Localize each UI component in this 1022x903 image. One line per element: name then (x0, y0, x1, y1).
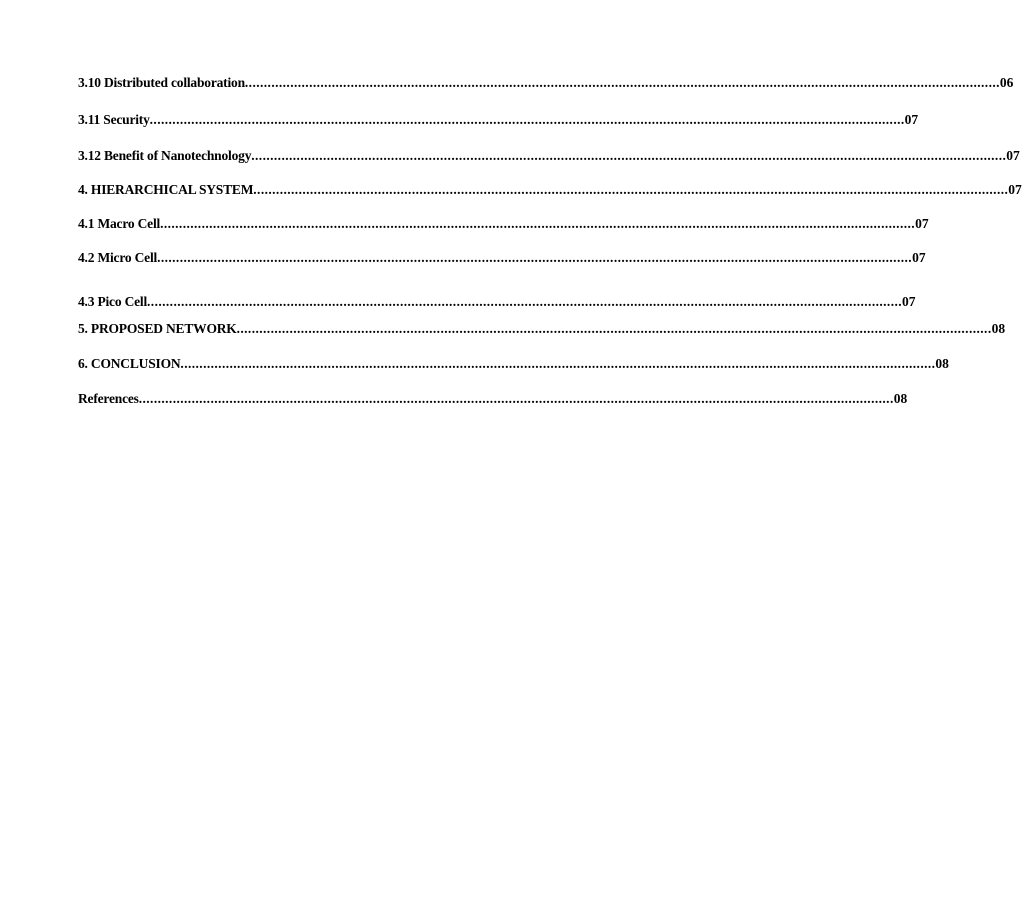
toc-entry-page: 07 (1006, 148, 1020, 163)
toc-entry-title: 3.11 Security (78, 112, 150, 127)
toc-entry-security (78, 111, 919, 129)
toc-leader-dots: ........................................................................................................................................................................................................ (160, 216, 916, 231)
toc-entry-page: 07 (915, 216, 929, 231)
toc-leader-dots: ........................................................................................................................................................................................................ (180, 356, 936, 371)
toc-entry-title: 3.10 Distributed collaboration (78, 75, 245, 90)
toc-leader-dots: ........................................................................................................................................................................................................ (251, 148, 1007, 163)
toc-entry-benefit-nanotechnology (78, 147, 1020, 165)
toc-entry-pico-cell (78, 293, 916, 311)
toc-entry-title: 6. CONCLUSION (78, 356, 181, 371)
toc-entry-page: 07 (1008, 182, 1022, 197)
toc-leader-dots: ........................................................................................................................................................................................................ (157, 250, 913, 265)
toc-entry-title: 4. HIERARCHICAL SYSTEM (78, 182, 254, 197)
toc-entry-page: 08 (991, 321, 1006, 336)
toc-entry-title: 5. PROPOSED NETWORK (78, 321, 237, 336)
toc-entry-title: References (78, 391, 139, 406)
toc-entry-hierarchical-system (78, 181, 1022, 199)
toc-entry-page: 08 (935, 356, 949, 371)
toc-entry-title: 3.12 Benefit of Nanotechnology (78, 148, 252, 163)
toc-entry-page: 07 (904, 112, 919, 127)
toc-entry-page: 08 (893, 391, 908, 406)
toc-leader-dots: ........................................................................................................................................................................................................ (147, 294, 903, 309)
toc-entry-proposed-network (78, 320, 1006, 338)
toc-entry-macro-cell (78, 215, 929, 233)
toc-entry-title: 4.1 Macro Cell (78, 216, 161, 231)
toc-entry-distributed-collaboration (78, 74, 1014, 92)
toc-entry-page: 06 (999, 75, 1014, 90)
toc-entry-references (78, 390, 908, 408)
toc-leader-dots: ........................................................................................................................................................................................................ (236, 321, 992, 336)
toc-entry-page: 07 (912, 250, 926, 265)
toc-entry-micro-cell (78, 249, 926, 267)
toc-leader-dots: ........................................................................................................................................................................................................ (253, 182, 1009, 197)
toc-entry-page: 07 (902, 294, 916, 309)
toc-leader-dots: ........................................................................................................................................................................................................ (138, 391, 894, 406)
toc-entry-title: 4.3 Pico Cell (78, 294, 148, 309)
toc-entry-title: 4.2 Micro Cell (78, 250, 158, 265)
toc-leader-dots: ........................................................................................................................................................................................................ (149, 112, 905, 127)
toc-leader-dots: ........................................................................................................................................................................................................ (244, 75, 1000, 90)
toc-entry-conclusion (78, 355, 949, 373)
